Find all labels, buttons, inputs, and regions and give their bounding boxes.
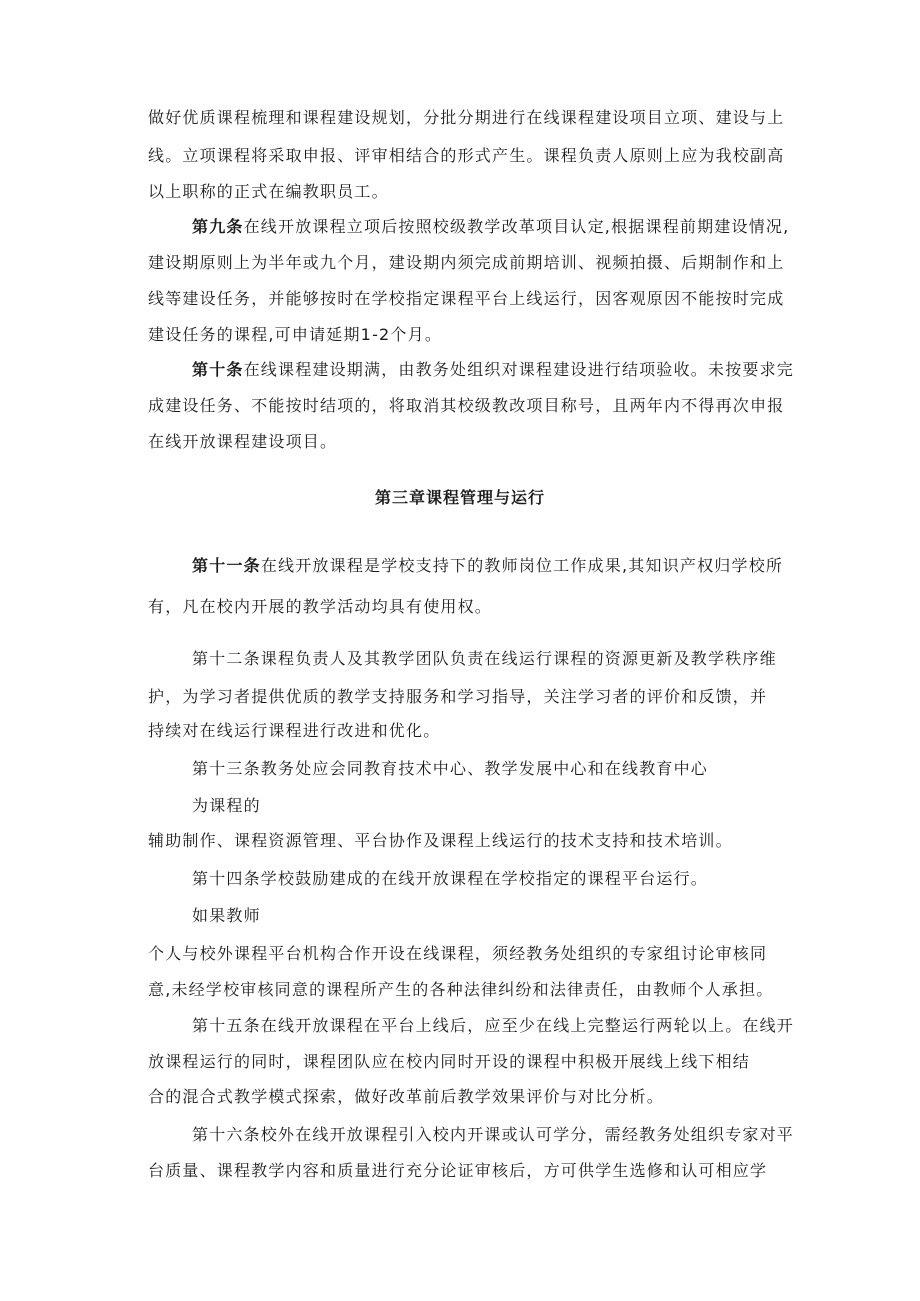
text-line: 个人与校外课程平台机构合作开设在线课程，须经教务处组织的专家组讨论审核同 [148,944,768,963]
text-line: 合的混合式教学模式探索，做好改革前后教学效果评价与对比分析。 [148,1087,665,1106]
text-line: 为课程的 [192,796,261,815]
chapter-heading: 第三章课程管理与运行 [374,488,545,507]
article-9-label: 第九条 [192,217,244,236]
text-line: 意,未经学校审核同意的课程所产生的各种法律纠纷和法律责任，由教师个人承担。 [148,980,774,999]
article-9-first-line [192,217,789,237]
text-line: 以上职称的正式在编教职员工。 [148,182,389,201]
text-line: 线。立项课程将采取申报、评审相结合的形式产生。课程负责人原则上应为我校副高 [148,146,785,165]
text-line: 有，凡在校内开展的教学活动均具有使用权。 [148,597,493,616]
article-10-first-line [192,360,794,380]
article-13-line: 第十三条教务处应会同教育技术中心、教学发展中心和在线教育中心 [192,759,709,778]
article-11-first-line [192,556,783,576]
article-14-line: 第十四条学校鼓励建成的在线开放课程在学校指定的课程平台运行。 [192,869,709,888]
text-line: 放课程运行的同时，课程团队应在校内同时开设的课程中积极开展线上线下相结 [148,1052,751,1071]
text-line: 成建设任务、不能按时结项的，将取消其校级教改项目称号，且两年内不得再次申报 [148,396,785,415]
text-line: 持续对在线运行课程进行改进和优化。 [148,721,441,740]
article-9-text: 在线开放课程立项后按照校级教学改革项目认定,根据课程前期建设情况, [243,217,790,236]
article-15-line: 第十五条在线开放课程在平台上线后，应至少在线上完整运行两轮以上。在线开 [192,1016,795,1035]
text-line: 线等建设任务，并能够按时在学校指定课程平台上线运行，因客观原因不能按时完成 [148,289,785,308]
text-line: 护，为学习者提供优质的教学支持服务和学习指导，关注学习者的评价和反馈，并 [148,687,768,706]
article-11-text: 在线开放课程是学校支持下的教师岗位工作成果,其知识产权归学校所 [260,556,784,575]
article-10-text: 在线课程建设期满，由教务处组织对课程建设进行结项验收。未按要求完 [243,360,795,379]
text-line: 辅助制作、课程资源管理、平台协作及课程上线运行的技术支持和技术培训。 [148,831,733,850]
article-16-line: 第十六条校外在线开放课程引入校内开课或认可学分，需经教务处组织专家对平 [192,1125,795,1144]
text-line: 做好优质课程梳理和课程建设规划，分批分期进行在线课程建设项目立项、建设与上 [148,108,785,127]
article-11-label: 第十一条 [192,556,261,575]
text-line: 台质量、课程教学内容和质量进行充分论证审核后，方可供学生选修和认可相应学 [148,1161,768,1180]
text-line: 建设任务的课程,可申请延期1-2个月。 [148,325,443,344]
article-10-label: 第十条 [192,360,244,379]
article-12-line: 第十二条课程负责人及其教学团队负责在线运行课程的资源更新及教学秩序维 [192,649,777,668]
text-line: 建设期原则上为半年或九个月，建设期内须完成前期培训、视频拍摄、后期制作和上 [148,253,785,272]
text-line: 在线开放课程建设项目。 [148,432,338,451]
text-line: 如果教师 [192,906,261,925]
